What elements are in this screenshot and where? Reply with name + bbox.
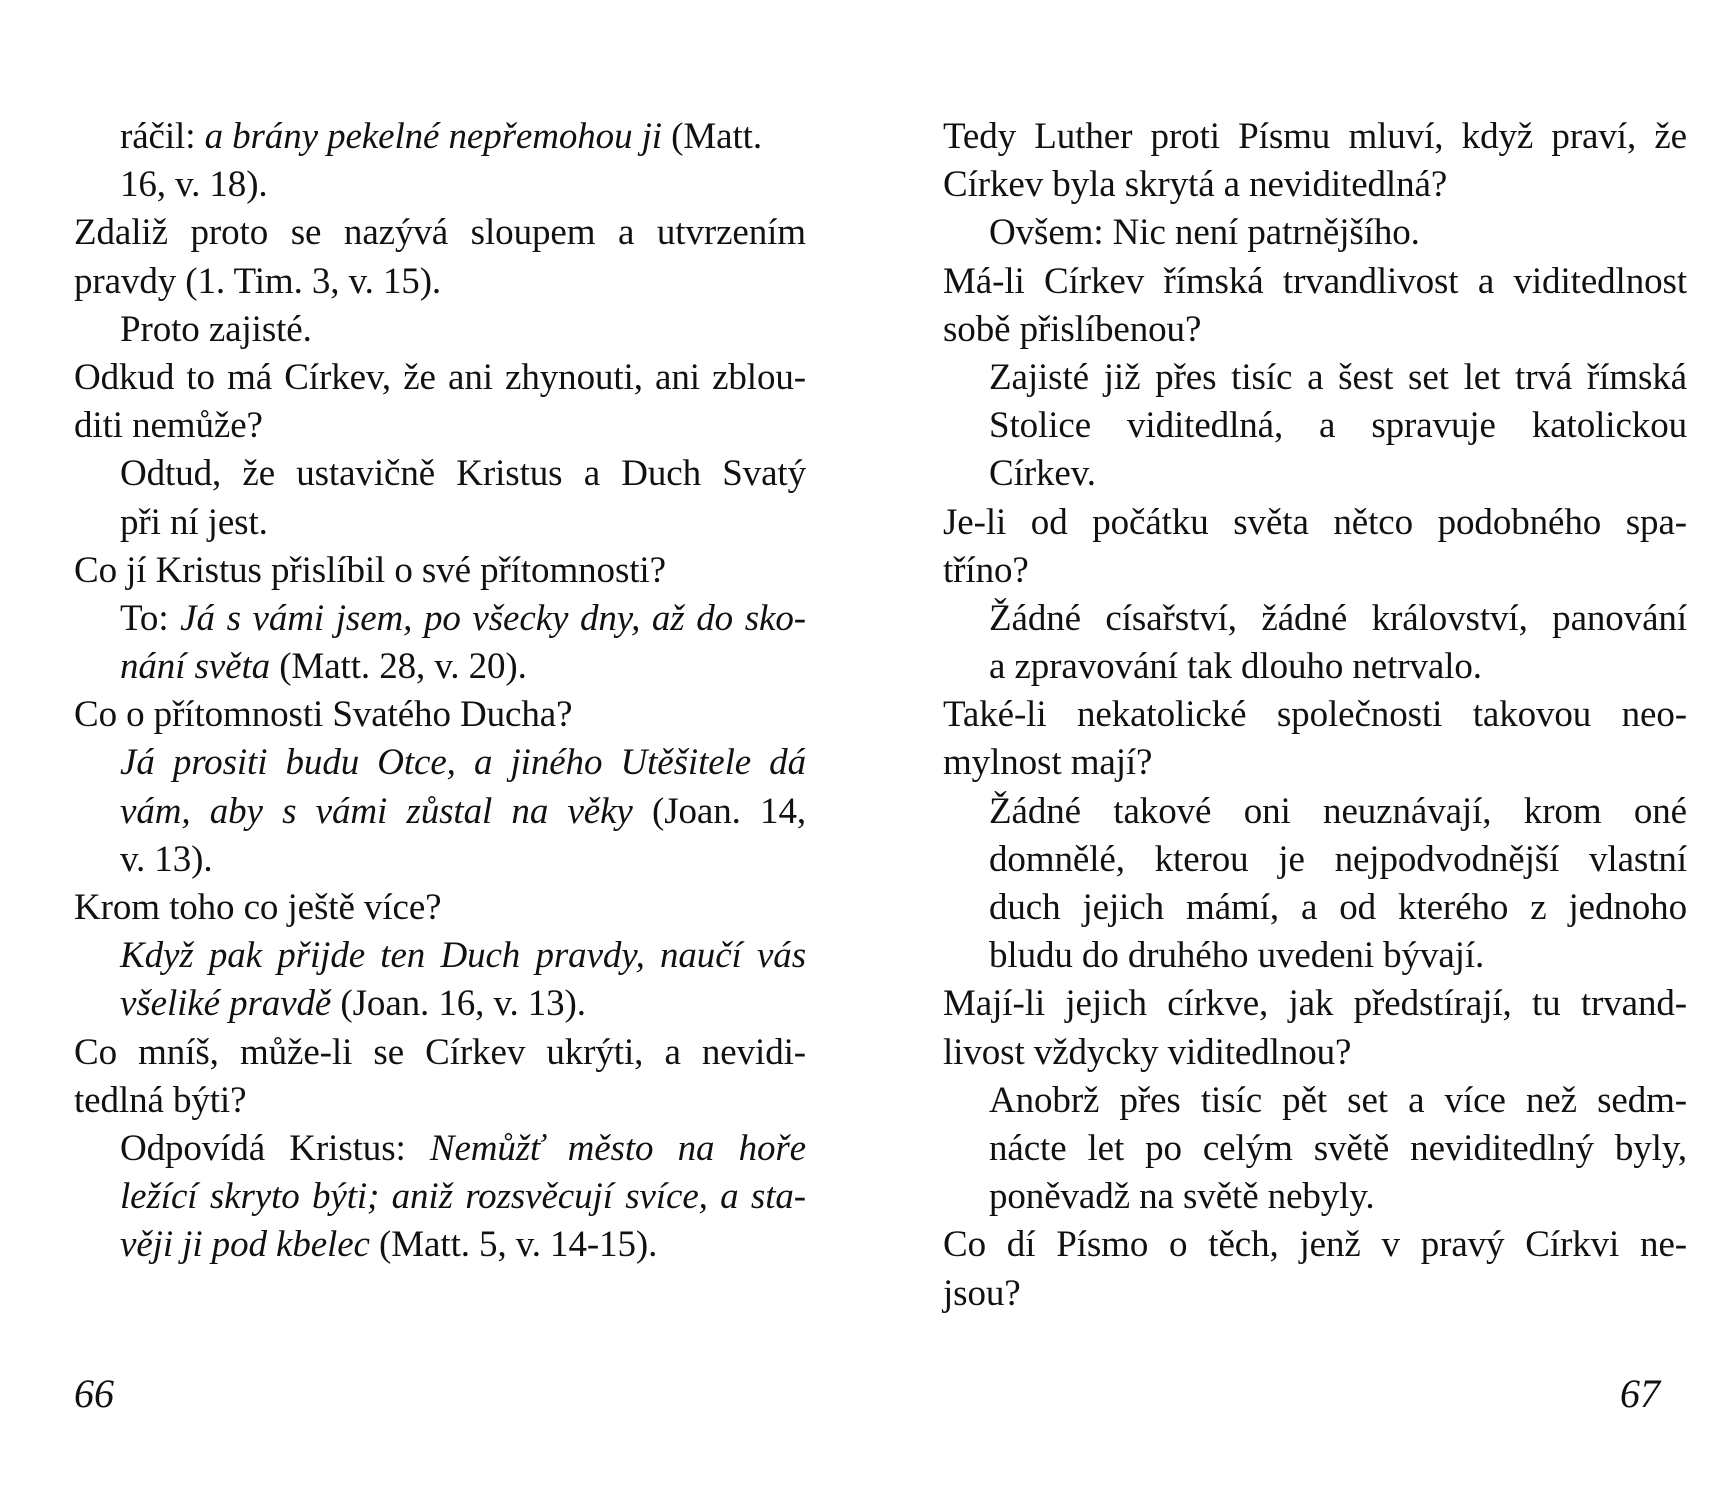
text-run: při ní jest. xyxy=(120,501,268,543)
answer-line xyxy=(74,1125,806,1173)
text-run: Má-li Církev římská trvandlivost a viditedlnost xyxy=(943,260,1687,302)
left-page-text xyxy=(74,113,806,1270)
question-line xyxy=(943,691,1687,739)
answer-line xyxy=(74,980,806,1028)
text-run: domnělé, kterou je nejpodvodnější vlastní xyxy=(989,838,1687,880)
answer-line xyxy=(943,1125,1687,1173)
text-run: Anobrž přes tisíc pět set a více než sedm- xyxy=(989,1079,1687,1121)
italic-quote-text: Nemůžť město na hoře xyxy=(429,1127,806,1169)
text-run: Žádné císařství, žádné království, panování xyxy=(989,597,1687,639)
text-run: nácte let po celým světě neviditedlný byly, xyxy=(989,1127,1687,1169)
answer-line xyxy=(74,788,806,836)
answer-line xyxy=(943,209,1687,257)
italic-quote-text: věji ji pod kbelec xyxy=(120,1224,370,1266)
answer-line xyxy=(943,836,1687,884)
text-run: Co mníš, může-li se Církev ukrýti, a nevidi- xyxy=(74,1031,806,1073)
italic-quote-text: Když pak přijde ten Duch pravdy, naučí vás xyxy=(120,935,806,977)
text-run: tedlná býti? xyxy=(74,1079,247,1121)
text-run: duch jejich mámí, a od kterého z jednoho xyxy=(989,887,1687,928)
text-run: Církev. xyxy=(989,453,1096,495)
italic-quote-text: nání světa xyxy=(120,646,271,688)
answer-line xyxy=(74,306,806,354)
answer-line xyxy=(943,643,1687,691)
right-page-number: 67 xyxy=(1620,1371,1660,1416)
italic-quote-text: a brány pekelné nepřemohou ji xyxy=(204,116,662,157)
question-line xyxy=(74,547,806,595)
text-run: jsou? xyxy=(943,1272,1021,1314)
question-line xyxy=(943,1221,1687,1269)
answer-line xyxy=(74,450,806,498)
text-run: (Matt. xyxy=(661,116,762,157)
text-run: 16, v. 18). xyxy=(120,164,268,206)
text-run: bludu do druhého uvedeni bývají. xyxy=(989,935,1485,977)
question-line xyxy=(74,258,806,306)
answer-line xyxy=(943,1173,1687,1221)
answer-line xyxy=(74,932,806,980)
text-run: Krom toho co ještě více? xyxy=(74,887,442,928)
answer-line xyxy=(74,1173,806,1221)
answer-line xyxy=(74,595,806,643)
text-run: Zdaliž proto se nazývá sloupem a utvrzením xyxy=(74,212,806,254)
answer-line xyxy=(74,1221,806,1269)
question-line xyxy=(74,1077,806,1125)
italic-quote-text: Já prositi budu Otce, a jiného Utěšitele dá xyxy=(120,742,806,784)
text-run: a zpravování tak dlouho netrvalo. xyxy=(989,646,1482,688)
italic-quote-text: vám, aby s vámi zůstal na věky xyxy=(120,790,633,832)
text-run: Proto zajisté. xyxy=(120,308,312,350)
left-page-number: 66 xyxy=(74,1371,114,1416)
answer-line xyxy=(943,595,1687,643)
question-line xyxy=(943,547,1687,595)
text-run: diti nemůže? xyxy=(74,405,263,447)
question-line xyxy=(943,739,1687,787)
answer-line xyxy=(74,499,806,547)
question-line xyxy=(943,980,1687,1028)
question-line xyxy=(74,402,806,450)
text-run: Žádné takové oni neuznávají, krom oné xyxy=(989,790,1687,832)
answer-line xyxy=(74,161,806,209)
question-line xyxy=(74,691,806,739)
text-run: Také-li nekatolické společnosti takovou neo- xyxy=(943,694,1687,736)
text-run: pravdy (1. Tim. 3, v. 15). xyxy=(74,260,442,302)
text-run: Je-li od počátku světa nětco podobného spa- xyxy=(943,501,1687,543)
text-run: Církev byla skrytá a neviditedlná? xyxy=(943,164,1448,206)
answer-line xyxy=(943,788,1687,836)
right-page-text xyxy=(943,113,1687,1318)
answer-line xyxy=(74,113,806,161)
text-run: v. 13). xyxy=(120,838,213,880)
italic-quote-text: všeliké pravdě xyxy=(120,983,332,1025)
text-run: Co o přítomnosti Svatého Ducha? xyxy=(74,694,573,736)
right-page xyxy=(867,0,1734,1500)
answer-line xyxy=(74,739,806,787)
text-run: (Matt. 28, v. 20). xyxy=(270,646,527,688)
text-run: mylnost mají? xyxy=(943,742,1153,784)
text-run: Co dí Písmo o těch, jenž v pravý Církvi ne- xyxy=(943,1224,1687,1266)
text-run: To: xyxy=(120,597,181,639)
answer-line xyxy=(943,884,1687,932)
text-run: tříno? xyxy=(943,549,1029,591)
text-run: Stolice viditedlná, a spravuje katolickou xyxy=(989,405,1687,447)
answer-line xyxy=(943,402,1687,450)
question-line xyxy=(943,306,1687,354)
text-run: Ovšem: Nic není patrnějšího. xyxy=(989,212,1420,254)
text-run: sobě přislíbenou? xyxy=(943,308,1202,350)
text-run: Odkud to má Církev, že ani zhynouti, ani zblou- xyxy=(74,356,806,398)
answer-line xyxy=(943,1077,1687,1125)
text-run: livost vždycky viditedlnou? xyxy=(943,1031,1352,1073)
question-line xyxy=(943,258,1687,306)
question-line xyxy=(943,1270,1687,1318)
answer-line xyxy=(943,932,1687,980)
question-line xyxy=(943,113,1687,161)
question-line xyxy=(943,499,1687,547)
text-run: Odpovídá Kristus: xyxy=(120,1127,430,1169)
question-line xyxy=(943,1029,1687,1077)
text-run: Tedy Luther proti Písmu mluví, když praví, že xyxy=(943,116,1687,157)
answer-line xyxy=(74,643,806,691)
text-run: (Matt. 5, v. 14-15). xyxy=(369,1224,658,1266)
text-run: poněvadž na světě nebyly. xyxy=(989,1176,1375,1218)
text-run: (Joan. 14, xyxy=(632,790,806,832)
question-line xyxy=(74,1029,806,1077)
question-line xyxy=(74,884,806,932)
text-run: (Joan. 16, v. 13). xyxy=(331,983,586,1025)
question-line xyxy=(943,161,1687,209)
text-run: Mají-li jejich církve, jak předstírají, tu trvand- xyxy=(943,983,1687,1025)
answer-line xyxy=(74,836,806,884)
question-line xyxy=(74,354,806,402)
question-line xyxy=(74,209,806,257)
text-run: Co jí Kristus přislíbil o své přítomnosti? xyxy=(74,549,666,591)
answer-line xyxy=(943,354,1687,402)
text-run: Odtud, že ustavičně Kristus a Duch Svatý xyxy=(120,453,806,495)
italic-quote-text: ležící skryto býti; aniž rozsvěcují svíce, a sta- xyxy=(120,1176,806,1218)
text-run: ráčil: xyxy=(120,116,205,157)
answer-line xyxy=(943,450,1687,498)
italic-quote-text: Já s vámi jsem, po všecky dny, až do sko- xyxy=(180,597,806,639)
text-run: Zajisté již přes tisíc a šest set let trvá římská xyxy=(989,356,1687,398)
